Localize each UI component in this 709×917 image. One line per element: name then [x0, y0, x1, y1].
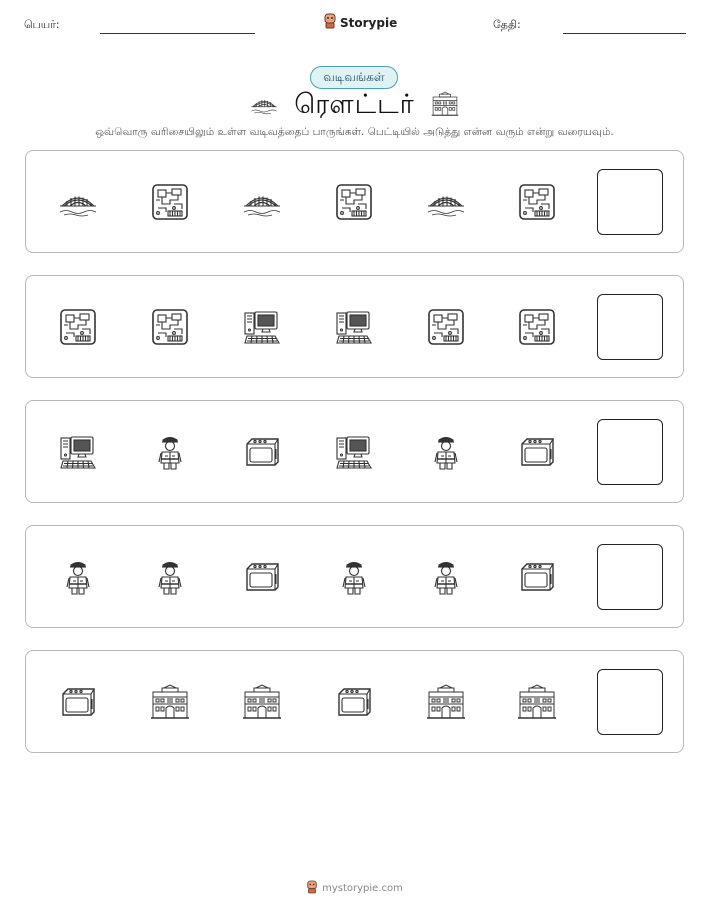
- footer-site: mystorypie.com: [322, 883, 403, 894]
- building-icon: [150, 682, 190, 722]
- building-icon: [431, 90, 459, 122]
- circuit-chip-icon: [517, 182, 557, 222]
- bridge-icon: [426, 182, 466, 222]
- circuit-chip-icon: [426, 307, 466, 347]
- date-label: தேதி:: [493, 18, 521, 31]
- circuit-chip-icon: [150, 182, 190, 222]
- category-tag: வடிவங்கள்: [310, 66, 398, 89]
- answer-box[interactable]: [597, 169, 663, 235]
- storypie-mascot-icon: [323, 13, 337, 32]
- brand-name: Storypie: [340, 15, 398, 30]
- brand-logo: [323, 13, 397, 32]
- police-officer-icon: [58, 557, 98, 597]
- storypie-mascot-icon: [306, 880, 318, 897]
- answer-box[interactable]: [597, 544, 663, 610]
- bridge-icon: [250, 90, 278, 122]
- police-officer-icon: [150, 432, 190, 472]
- pattern-row: [25, 400, 684, 503]
- police-officer-icon: [426, 432, 466, 472]
- pattern-row: [25, 150, 684, 253]
- name-field-line[interactable]: [100, 33, 255, 34]
- footer: [0, 880, 709, 897]
- police-officer-icon: [334, 557, 374, 597]
- name-label: பெயர்:: [24, 18, 60, 31]
- bridge-icon: [58, 182, 98, 222]
- worksheet-header: [0, 0, 709, 40]
- instructions: ஒவ்வொரு வரிசையிலும் உள்ள வடிவத்தைப் பாருங்கள். பெட்டியில் அடுத்து என்ன வரும் என்று வரையவும்.: [95, 126, 614, 138]
- oven-icon: [517, 432, 557, 472]
- oven-icon: [334, 682, 374, 722]
- pattern-row: [25, 525, 684, 628]
- pattern-row: [25, 275, 684, 378]
- oven-icon: [58, 682, 98, 722]
- answer-box[interactable]: [597, 669, 663, 735]
- pattern-row: [25, 650, 684, 753]
- oven-icon: [242, 557, 282, 597]
- building-icon: [517, 682, 557, 722]
- page-title: ரௌட்டர்: [294, 88, 415, 120]
- title-row: [0, 90, 709, 122]
- circuit-chip-icon: [150, 307, 190, 347]
- police-officer-icon: [426, 557, 466, 597]
- building-icon: [426, 682, 466, 722]
- oven-icon: [242, 432, 282, 472]
- bridge-icon: [242, 182, 282, 222]
- computer-icon: [334, 432, 374, 472]
- date-field-line[interactable]: [563, 33, 686, 34]
- computer-icon: [242, 307, 282, 347]
- circuit-chip-icon: [517, 307, 557, 347]
- circuit-chip-icon: [58, 307, 98, 347]
- police-officer-icon: [150, 557, 190, 597]
- oven-icon: [517, 557, 557, 597]
- computer-icon: [58, 432, 98, 472]
- answer-box[interactable]: [597, 294, 663, 360]
- computer-icon: [334, 307, 374, 347]
- circuit-chip-icon: [334, 182, 374, 222]
- answer-box[interactable]: [597, 419, 663, 485]
- building-icon: [242, 682, 282, 722]
